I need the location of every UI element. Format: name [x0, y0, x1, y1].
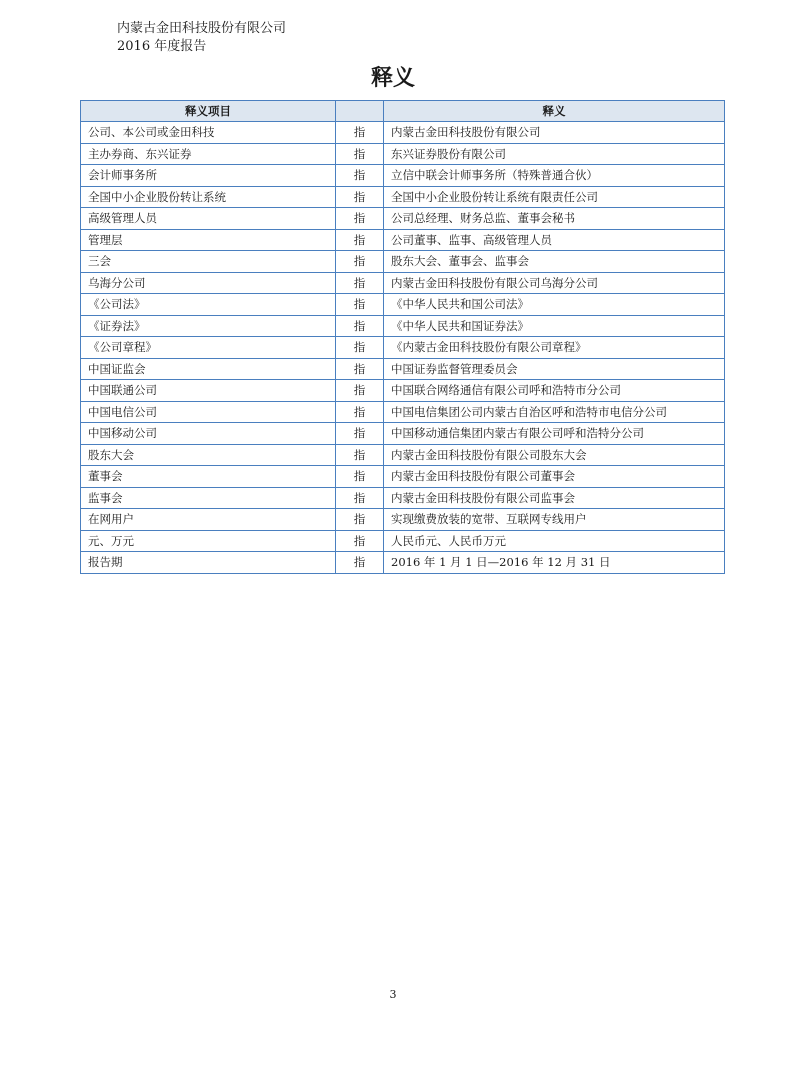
row-definition: 内蒙古金田科技股份有限公司乌海分公司 — [384, 272, 725, 294]
row-refers-to: 指 — [336, 272, 384, 294]
row-refers-to: 指 — [336, 552, 384, 574]
header-report: 2016 年度报告 — [117, 39, 207, 54]
row-definition: 公司董事、监事、高级管理人员 — [384, 229, 725, 251]
table-row — [81, 401, 725, 423]
table-row — [81, 272, 725, 294]
table-header-row — [81, 101, 725, 122]
row-definition: 中国证券监督管理委员会 — [384, 358, 725, 380]
row-term: 乌海分公司 — [81, 272, 336, 294]
table-row — [81, 509, 725, 531]
table-row — [81, 143, 725, 165]
row-refers-to: 指 — [336, 380, 384, 402]
row-definition: 全国中小企业股份转让系统有限责任公司 — [384, 186, 725, 208]
row-term: 《公司法》 — [81, 294, 336, 316]
row-term: 中国移动公司 — [81, 423, 336, 445]
row-definition: 《内蒙古金田科技股份有限公司章程》 — [384, 337, 725, 359]
row-definition: 中国电信集团公司内蒙古自治区呼和浩特市电信分公司 — [384, 401, 725, 423]
table-row — [81, 251, 725, 273]
row-term: 元、万元 — [81, 530, 336, 552]
definitions-table — [80, 100, 725, 574]
column-header-definition: 释义 — [384, 101, 725, 122]
row-term: 中国证监会 — [81, 358, 336, 380]
table-row — [81, 229, 725, 251]
row-term: 监事会 — [81, 487, 336, 509]
table-row — [81, 444, 725, 466]
row-refers-to: 指 — [336, 466, 384, 488]
row-refers-to: 指 — [336, 423, 384, 445]
column-header-term: 释义项目 — [81, 101, 336, 122]
page-title: 释义 — [370, 66, 415, 91]
row-definition: 《中华人民共和国证券法》 — [384, 315, 725, 337]
row-refers-to: 指 — [336, 186, 384, 208]
table-row — [81, 165, 725, 187]
row-definition: 公司总经理、财务总监、董事会秘书 — [384, 208, 725, 230]
table-row — [81, 530, 725, 552]
table-row — [81, 315, 725, 337]
column-header-mid — [336, 101, 384, 122]
page-number: 3 — [389, 988, 397, 1001]
row-definition: 中国移动通信集团内蒙古有限公司呼和浩特分公司 — [384, 423, 725, 445]
row-term: 报告期 — [81, 552, 336, 574]
row-term: 中国联通公司 — [81, 380, 336, 402]
header-company: 内蒙古金田科技股份有限公司 — [117, 21, 287, 36]
row-term: 《证券法》 — [81, 315, 336, 337]
row-refers-to: 指 — [336, 208, 384, 230]
row-term: 主办券商、东兴证券 — [81, 143, 336, 165]
row-refers-to: 指 — [336, 251, 384, 273]
row-refers-to: 指 — [336, 122, 384, 144]
row-definition: 内蒙古金田科技股份有限公司股东大会 — [384, 444, 725, 466]
row-definition: 《中华人民共和国公司法》 — [384, 294, 725, 316]
table-body — [81, 122, 725, 574]
row-refers-to: 指 — [336, 509, 384, 531]
row-refers-to: 指 — [336, 315, 384, 337]
row-term: 管理层 — [81, 229, 336, 251]
row-definition: 股东大会、董事会、监事会 — [384, 251, 725, 273]
row-definition: 中国联合网络通信有限公司呼和浩特市分公司 — [384, 380, 725, 402]
table-row — [81, 122, 725, 144]
row-refers-to: 指 — [336, 165, 384, 187]
row-definition: 人民币元、人民币万元 — [384, 530, 725, 552]
row-refers-to: 指 — [336, 444, 384, 466]
row-term: 全国中小企业股份转让系统 — [81, 186, 336, 208]
table-row — [81, 552, 725, 574]
row-refers-to: 指 — [336, 530, 384, 552]
row-term: 公司、本公司或金田科技 — [81, 122, 336, 144]
row-refers-to: 指 — [336, 337, 384, 359]
table-row — [81, 294, 725, 316]
page-header — [117, 20, 286, 56]
row-refers-to: 指 — [336, 358, 384, 380]
row-term: 高级管理人员 — [81, 208, 336, 230]
row-term: 股东大会 — [81, 444, 336, 466]
table-row — [81, 208, 725, 230]
row-refers-to: 指 — [336, 401, 384, 423]
row-definition: 2016 年 1 月 1 日—2016 年 12 月 31 日 — [384, 552, 725, 574]
row-term: 《公司章程》 — [81, 337, 336, 359]
row-refers-to: 指 — [336, 294, 384, 316]
row-refers-to: 指 — [336, 143, 384, 165]
row-definition: 内蒙古金田科技股份有限公司董事会 — [384, 466, 725, 488]
row-definition: 实现缴费放装的宽带、互联网专线用户 — [384, 509, 725, 531]
row-term: 在网用户 — [81, 509, 336, 531]
table-row — [81, 358, 725, 380]
row-definition: 内蒙古金田科技股份有限公司监事会 — [384, 487, 725, 509]
row-term: 会计师事务所 — [81, 165, 336, 187]
table-row — [81, 337, 725, 359]
table-row — [81, 423, 725, 445]
table-row — [81, 380, 725, 402]
row-term: 中国电信公司 — [81, 401, 336, 423]
table-row — [81, 466, 725, 488]
row-term: 三会 — [81, 251, 336, 273]
table-row — [81, 487, 725, 509]
row-refers-to: 指 — [336, 487, 384, 509]
row-definition: 内蒙古金田科技股份有限公司 — [384, 122, 725, 144]
row-refers-to: 指 — [336, 229, 384, 251]
table-row — [81, 186, 725, 208]
row-term: 董事会 — [81, 466, 336, 488]
row-definition: 东兴证券股份有限公司 — [384, 143, 725, 165]
row-definition: 立信中联会计师事务所（特殊普通合伙） — [384, 165, 725, 187]
